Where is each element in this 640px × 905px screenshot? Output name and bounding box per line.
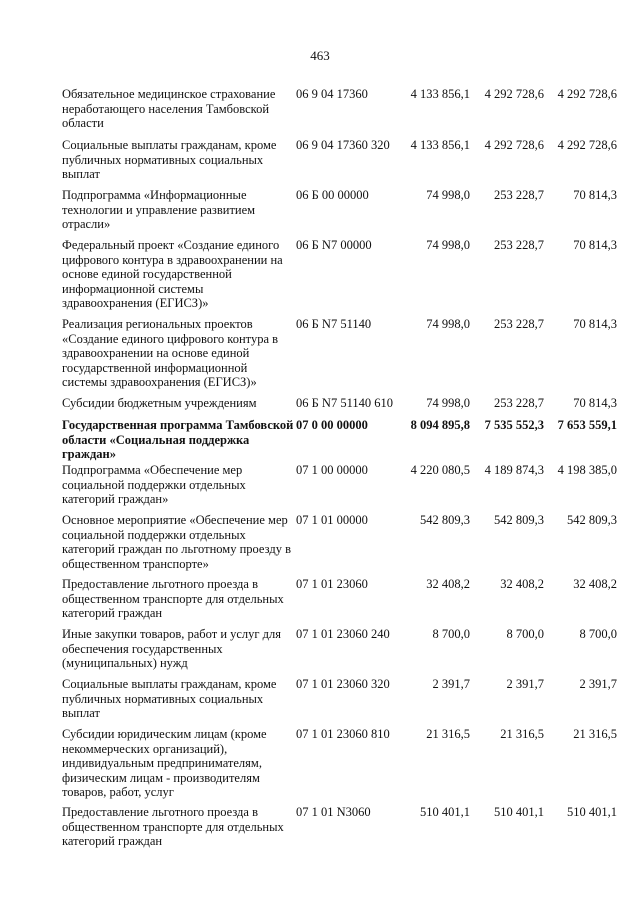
row-name: Обязательное медицинское страхование неработающего населения Тамбовской области — [62, 87, 276, 130]
row-value-3: 2 391,7 — [579, 677, 617, 691]
row-value-1: 510 401,1 — [420, 805, 470, 819]
row-name: Субсидии юридическим лицам (кроме некоммерческих организаций), индивидуальным предпринимателям, физическим лицам - производителям товаров, работ, услуг — [62, 727, 267, 799]
row-value-2: 7 535 552,3 — [484, 418, 544, 432]
row-name: Предоставление льготного проезда в общественном транспорте для отдельных категорий граждан — [62, 577, 284, 620]
row-code: 07 1 01 N3060 — [296, 805, 371, 819]
row-value-2: 32 408,2 — [500, 577, 544, 591]
row-name: Иные закупки товаров, работ и услуг для обеспечения государственных (муниципальных) нужд — [62, 627, 282, 670]
row-value-1: 8 700,0 — [432, 627, 470, 641]
row-code: 06 9 04 17360 320 — [296, 138, 390, 152]
row-value-2: 4 189 874,3 — [484, 463, 544, 477]
row-value-1: 542 809,3 — [420, 513, 470, 527]
row-value-3: 21 316,5 — [573, 727, 617, 741]
row-code: 06 9 04 17360 — [296, 87, 368, 101]
row-name: Субсидии бюджетным учреждениям — [62, 396, 257, 410]
row-code: 07 1 01 00000 — [296, 513, 368, 527]
row-name: Предоставление льготного проезда в общественном транспорте для отдельных категорий граждан — [62, 805, 284, 848]
row-value-3: 510 401,1 — [567, 805, 617, 819]
row-value-3: 8 700,0 — [579, 627, 617, 641]
row-name: Социальные выплаты гражданам, кроме публичных нормативных социальных выплат — [62, 677, 277, 720]
row-value-2: 8 700,0 — [506, 627, 544, 641]
row-value-2: 4 292 728,6 — [484, 87, 544, 101]
row-name: Государственная программа Тамбовской области «Социальная поддержка граждан» — [62, 418, 294, 461]
row-value-1: 4 220 080,5 — [410, 463, 470, 477]
row-value-3: 70 814,3 — [573, 238, 617, 252]
row-code: 07 1 01 23060 — [296, 577, 368, 591]
row-code: 06 Б N7 51140 — [296, 317, 372, 331]
row-value-3: 70 814,3 — [573, 317, 617, 331]
row-value-2: 253 228,7 — [494, 396, 544, 410]
row-value-2: 2 391,7 — [506, 677, 544, 691]
row-code: 06 Б N7 51140 610 — [296, 396, 393, 410]
row-name: Социальные выплаты гражданам, кроме публичных нормативных социальных выплат — [62, 138, 277, 181]
row-value-3: 70 814,3 — [573, 188, 617, 202]
row-value-2: 21 316,5 — [500, 727, 544, 741]
row-name: Федеральный проект «Создание единого цифрового контура в здравоохранении на основе единой государственной информационной системы здравоохранения (ЕГИСЗ)» — [62, 238, 283, 310]
row-name: Подпрограмма «Информационные технологии и управление развитием отрасли» — [62, 188, 256, 231]
row-value-1: 74 998,0 — [426, 238, 470, 252]
row-value-1: 74 998,0 — [426, 396, 470, 410]
row-name: Основное мероприятие «Обеспечение мер социальной поддержки отдельных категорий граждан по льготному проезду в общественном транспорте» — [62, 513, 291, 571]
row-value-3: 4 198 385,0 — [557, 463, 617, 477]
row-code: 07 0 00 00000 — [296, 418, 368, 432]
row-value-2: 253 228,7 — [494, 317, 544, 331]
row-code: 06 Б 00 00000 — [296, 188, 369, 202]
row-value-1: 74 998,0 — [426, 188, 470, 202]
row-code: 07 1 00 00000 — [296, 463, 368, 477]
row-value-3: 542 809,3 — [567, 513, 617, 527]
row-value-2: 4 292 728,6 — [484, 138, 544, 152]
row-value-1: 2 391,7 — [432, 677, 470, 691]
row-value-3: 70 814,3 — [573, 396, 617, 410]
row-value-1: 32 408,2 — [426, 577, 470, 591]
row-value-1: 8 094 895,8 — [410, 418, 470, 432]
row-value-1: 4 133 856,1 — [410, 138, 470, 152]
row-value-2: 542 809,3 — [494, 513, 544, 527]
row-value-1: 4 133 856,1 — [410, 87, 470, 101]
row-value-3: 32 408,2 — [573, 577, 617, 591]
page-number: 463 — [310, 48, 330, 63]
row-value-3: 7 653 559,1 — [557, 418, 617, 432]
row-name: Реализация региональных проектов «Создание единого цифрового контура в здравоохранении на основе единой государственной информационной системы здравоохранения (ЕГИСЗ)» — [62, 317, 279, 389]
row-value-1: 74 998,0 — [426, 317, 470, 331]
row-code: 07 1 01 23060 320 — [296, 677, 390, 691]
row-code: 06 Б N7 00000 — [296, 238, 372, 252]
row-value-1: 21 316,5 — [426, 727, 470, 741]
row-value-3: 4 292 728,6 — [557, 87, 617, 101]
row-value-2: 510 401,1 — [494, 805, 544, 819]
row-code: 07 1 01 23060 810 — [296, 727, 390, 741]
row-name: Подпрограмма «Обеспечение мер социальной поддержки отдельных категорий граждан» — [62, 463, 246, 506]
row-value-2: 253 228,7 — [494, 238, 544, 252]
row-value-3: 4 292 728,6 — [557, 138, 617, 152]
row-code: 07 1 01 23060 240 — [296, 627, 390, 641]
row-value-2: 253 228,7 — [494, 188, 544, 202]
